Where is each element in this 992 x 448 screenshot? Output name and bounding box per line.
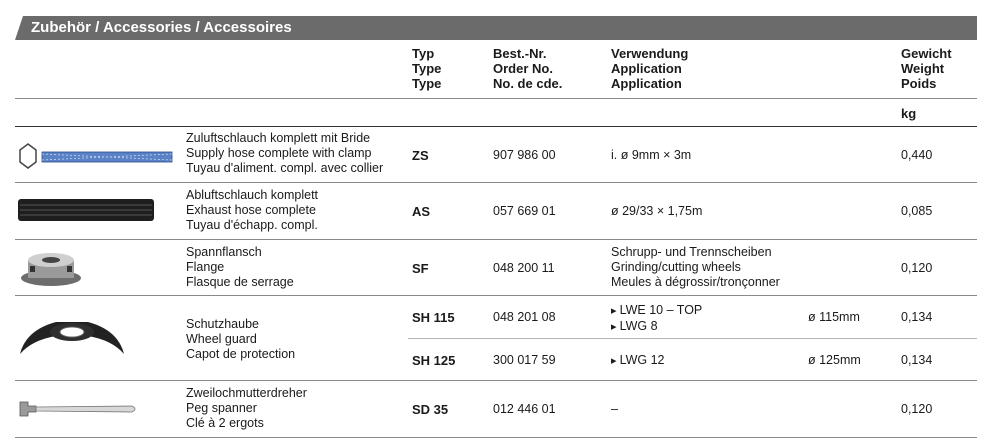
row-order-no: 012 446 01 xyxy=(493,402,556,416)
row-type: SH 125 xyxy=(412,353,456,368)
row-weight: 0,440 xyxy=(901,148,933,162)
header-application: Verwendung Application Application xyxy=(611,46,689,91)
row-application: i. ø 9mm × 3m xyxy=(611,148,692,162)
row-divider xyxy=(15,437,977,438)
weight-unit: kg xyxy=(901,106,917,121)
row-weight: 0,120 xyxy=(901,261,933,275)
row-weight: 0,120 xyxy=(901,402,933,416)
row-order-no: 300 017 59 xyxy=(493,353,556,367)
row-desc-flange: Spannflansch Flange Flasque de serrage xyxy=(186,245,294,289)
row-size: ø 115mm xyxy=(808,310,860,324)
row-application: ▸ LWG 12 xyxy=(611,353,665,369)
row-type: SH 115 xyxy=(412,310,455,325)
row-type: SF xyxy=(412,261,429,276)
row-application: – xyxy=(611,402,618,416)
header-order-no: Best.-Nr. Order No. No. de cde. xyxy=(493,46,563,91)
row-order-no: 048 201 08 xyxy=(493,310,556,324)
row-type: ZS xyxy=(412,148,429,163)
row-divider xyxy=(15,239,977,240)
flange-icon xyxy=(16,246,86,290)
header-type: Typ Type Type xyxy=(412,46,442,91)
supply-hose-icon xyxy=(16,140,176,172)
wheel-guard-icon xyxy=(16,310,128,362)
row-divider xyxy=(15,126,977,127)
row-application: ø 29/33 × 1,75m xyxy=(611,204,703,218)
header-divider xyxy=(15,98,977,99)
row-weight: 0,134 xyxy=(901,353,933,367)
row-application: ▸ LWE 10 – TOP ▸ LWG 8 xyxy=(611,303,702,335)
row-order-no: 048 200 11 xyxy=(493,261,555,275)
row-application: Schrupp- und Trennscheiben Grinding/cutting wheels Meules à dégrossir/tronçonner xyxy=(611,245,780,289)
row-desc-wheel-guard: Schutzhaube Wheel guard Capot de protection xyxy=(186,317,296,361)
header-weight: Gewicht Weight Poids xyxy=(901,46,952,91)
row-desc-exhaust-hose: Abluftschlauch komplett Exhaust hose complete Tuyau d'échapp. compl. xyxy=(186,188,319,232)
row-order-no: 907 986 00 xyxy=(493,148,556,162)
peg-spanner-icon xyxy=(16,398,140,420)
row-type: AS xyxy=(412,204,431,219)
row-divider xyxy=(15,380,977,381)
row-divider xyxy=(15,295,977,296)
row-weight: 0,085 xyxy=(901,204,933,218)
section-title: Zubehör / Accessories / Accessoires xyxy=(31,19,292,36)
row-divider xyxy=(15,182,977,183)
variant-divider xyxy=(408,338,977,339)
row-type: SD 35 xyxy=(412,402,449,417)
row-desc-supply-hose: Zuluftschlauch komplett mit Bride Supply hose complete with clamp Tuyau d'aliment. compl. avec collier xyxy=(186,131,384,175)
row-size: ø 125mm xyxy=(808,353,861,367)
row-order-no: 057 669 01 xyxy=(493,204,556,218)
row-desc-peg-spanner: Zweilochmutterdreher Peg spanner Clé à 2 ergots xyxy=(186,386,307,430)
section-title-bar xyxy=(15,16,977,40)
row-weight: 0,134 xyxy=(901,310,933,324)
exhaust-hose-icon xyxy=(16,197,156,223)
